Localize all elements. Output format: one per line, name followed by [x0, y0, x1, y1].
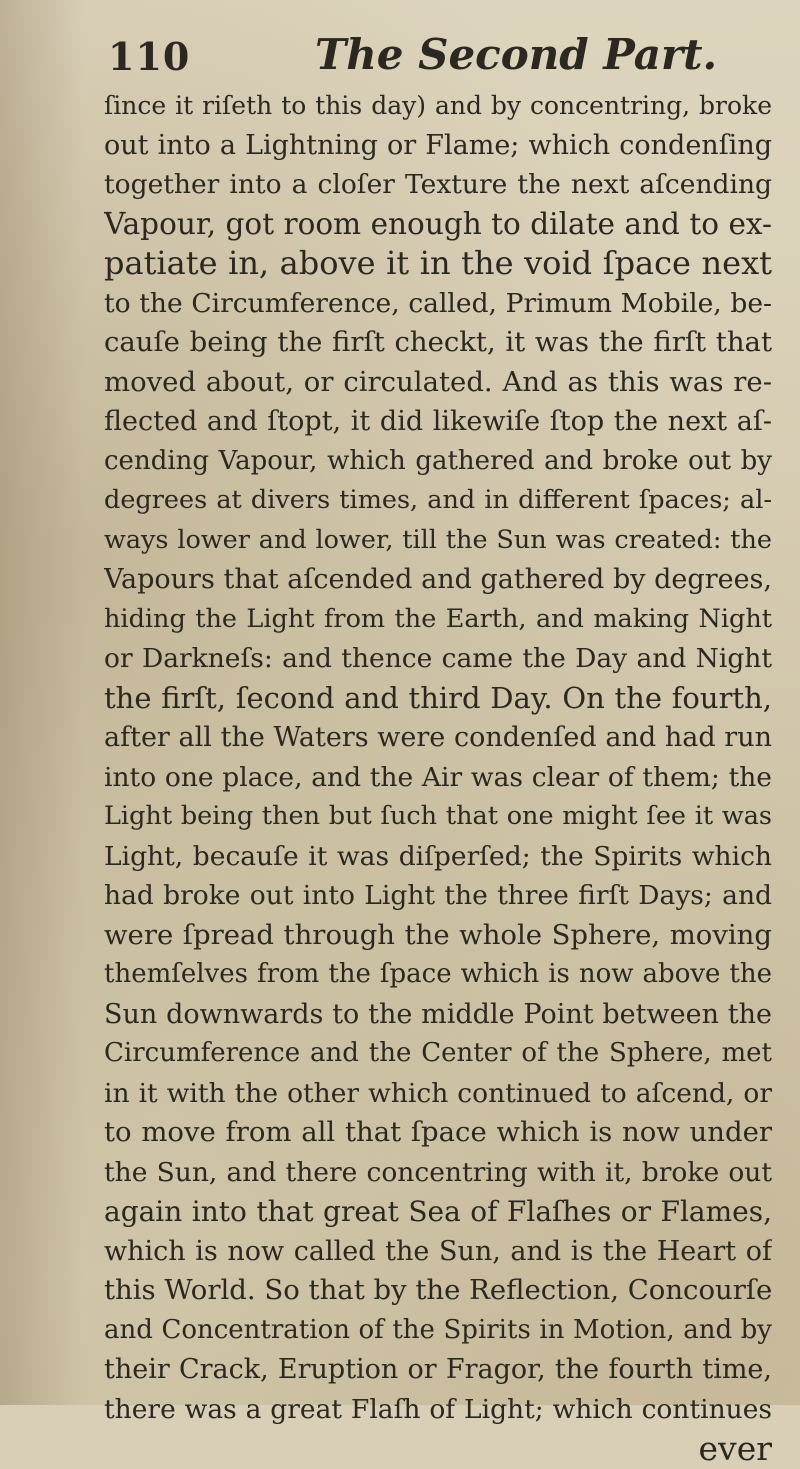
text-line: had broke out into Light the three firſt Days; and: [104, 880, 772, 911]
text-line: flected and ſtopt, it did likewiſe ſtop the next aſ-: [104, 406, 772, 437]
text-line: degrees at divers times, and in different ſpaces; al-: [104, 485, 772, 515]
text-line: cending Vapour, which gathered and broke out by: [104, 445, 772, 476]
text-line: after all the Waters were condenſed and had run: [104, 722, 772, 753]
text-line: cauſe being the firſt checkt, it was the firſt that: [104, 326, 772, 358]
text-line: Vapours that aſcended and gathered by degrees,: [104, 564, 772, 595]
running-head: The Second Part.: [315, 30, 718, 79]
text-line: to move from all that ſpace which is now under: [104, 1116, 772, 1148]
text-line: in it with the other which continued to aſcend, or: [104, 1077, 772, 1109]
text-line: together into a cloſer Texture the next aſcending: [104, 169, 772, 200]
page-header: [108, 24, 768, 84]
text-line: this World. So that by the Reflection, Concourſe: [104, 1274, 772, 1306]
text-line: the Sun, and there concentring with it, broke out: [104, 1156, 772, 1188]
text-line: Vapour, got room enough to dilate and to ex-: [104, 206, 772, 241]
text-line: into one place, and the Air was clear of them; the: [104, 761, 772, 793]
text-line: ſince it riſeth to this day) and by concentring, broke: [104, 91, 772, 120]
text-line: Sun downwards to the middle Point between the: [104, 998, 772, 1030]
text-line: out into a Lightning or Flame; which condenſing: [104, 129, 772, 161]
text-line: were ſpread through the whole Sphere, moving: [104, 918, 772, 951]
page-number: 110: [108, 34, 191, 79]
text-line: ways lower and lower, till the Sun was created: the: [104, 524, 772, 555]
catchword: ever: [698, 1429, 772, 1468]
body-text: [104, 86, 772, 1469]
text-line: Light being then but ſuch that one might ſee it was: [104, 801, 772, 831]
text-line: their Crack, Eruption or Fragor, the fourth time,: [104, 1354, 772, 1385]
text-line: moved about, or circulated. And as this was re-: [104, 365, 772, 398]
text-line: patiate in, above it in the void ſpace next: [104, 244, 772, 282]
text-line: themſelves from the ſpace which is now above the: [104, 959, 772, 989]
page-gutter-shadow: [0, 0, 85, 1405]
text-line: the firſt, ſecond and third Day. On the fourth,: [104, 680, 772, 715]
text-line: Circumference and the Center of the Sphere, met: [104, 1038, 772, 1068]
text-line: again into that great Sea of Flaſhes or Flames,: [104, 1195, 772, 1228]
text-line: Light, becauſe it was diſperſed; the Spirits which: [104, 840, 772, 872]
text-line: or Darkneſs: and thence came the Day and Night: [104, 643, 772, 674]
text-line: to the Circumference, called, Primum Mobile, be-: [104, 287, 772, 319]
text-line: and Concentration of the Spirits in Motion, and by: [104, 1314, 772, 1345]
text-line: which is now called the Sun, and is the Heart of: [104, 1235, 772, 1267]
text-line: hiding the Light from the Earth, and making Night: [104, 603, 772, 634]
text-line: there was a great Flaſh of Light; which continues: [104, 1393, 772, 1425]
